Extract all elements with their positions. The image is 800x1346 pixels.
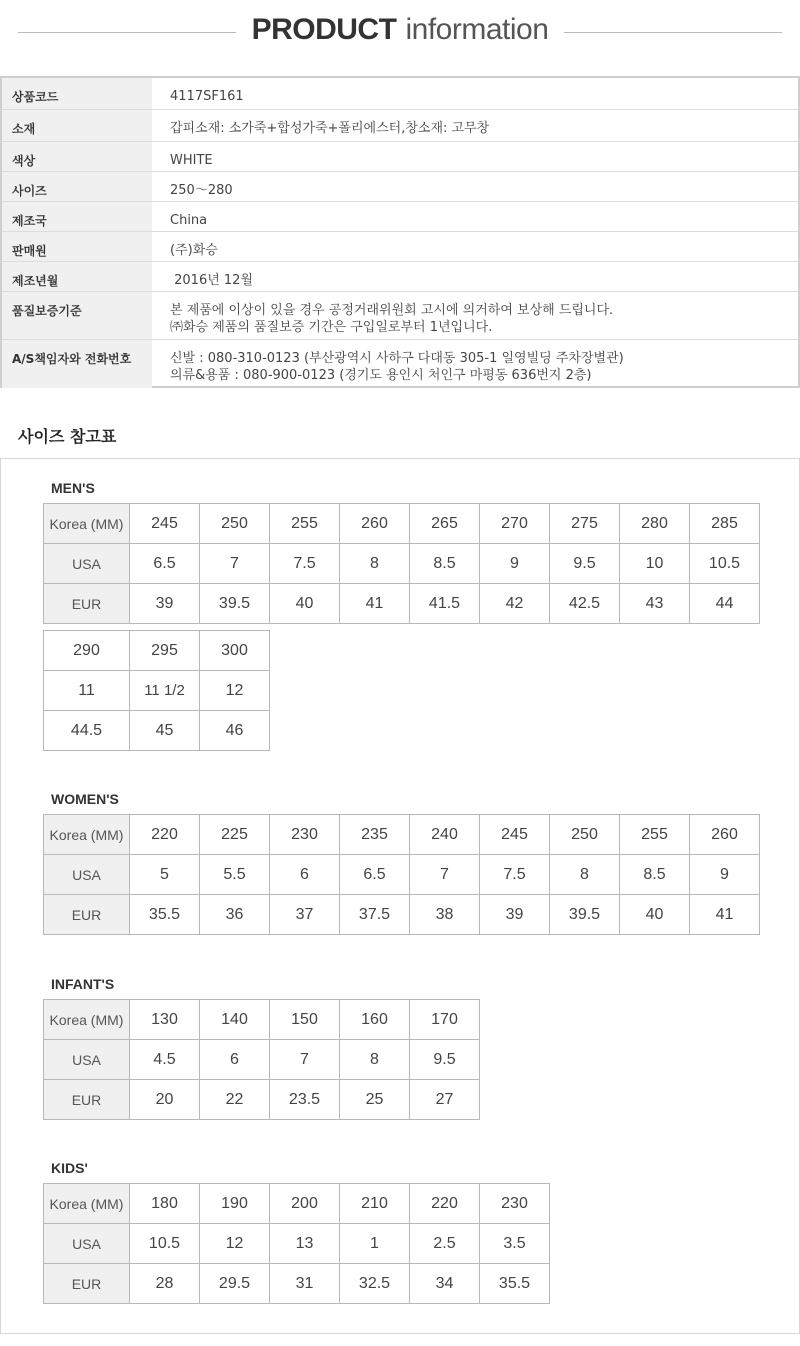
size-cell: 6.5 <box>340 855 410 895</box>
size-cell: 7 <box>270 1040 340 1080</box>
infant-section-title: INFANT'S <box>51 976 115 992</box>
men-size-table <box>43 503 760 624</box>
info-value <box>170 110 489 137</box>
info-value-line: 2016년 12월 <box>170 273 254 288</box>
info-label: 제조국 <box>2 202 152 231</box>
size-row-eur <box>44 711 270 751</box>
size-cell: 225 <box>200 815 270 855</box>
size-cell: 35.5 <box>130 895 200 935</box>
info-value <box>170 78 244 105</box>
size-cell: 6 <box>200 1040 270 1080</box>
size-cell: 260 <box>690 815 760 855</box>
info-row <box>2 172 798 202</box>
info-row <box>2 340 798 388</box>
infant-size-table <box>43 999 480 1120</box>
size-cell: 13 <box>270 1224 340 1264</box>
info-label: 사이즈 <box>2 172 152 201</box>
info-value-line: WHITE <box>170 153 213 168</box>
size-cell: 235 <box>340 815 410 855</box>
info-value-line: 250～280 <box>170 183 233 198</box>
size-cell: 42 <box>480 584 550 624</box>
info-value <box>170 340 624 384</box>
info-label: A/S책임자와 전화번호 <box>2 340 152 388</box>
size-row-label: Korea (MM) <box>44 1184 130 1224</box>
size-cell: 200 <box>270 1184 340 1224</box>
size-row-usa <box>44 671 270 711</box>
size-cell: 300 <box>200 631 270 671</box>
size-cell: 40 <box>270 584 340 624</box>
size-cell: 39.5 <box>200 584 270 624</box>
size-cell: 9.5 <box>550 544 620 584</box>
size-cell: 170 <box>410 1000 480 1040</box>
size-cell: 140 <box>200 1000 270 1040</box>
size-cell: 255 <box>620 815 690 855</box>
size-row-usa <box>44 1040 480 1080</box>
size-cell: 44 <box>690 584 760 624</box>
info-label: 품질보증기준 <box>2 292 152 339</box>
info-label: 소재 <box>2 110 152 141</box>
size-cell: 9 <box>480 544 550 584</box>
size-row-korea <box>44 1000 480 1040</box>
size-row-korea <box>44 504 760 544</box>
kids-section-title: KIDS' <box>51 1160 88 1176</box>
size-cell: 39 <box>480 895 550 935</box>
info-row <box>2 110 798 142</box>
info-value-line: (주)화승 <box>170 243 218 258</box>
info-row <box>2 78 798 110</box>
size-cell: 35.5 <box>480 1264 550 1304</box>
size-cell: 37 <box>270 895 340 935</box>
size-row-usa <box>44 1224 550 1264</box>
info-value-line: 4117SF161 <box>170 89 244 104</box>
size-row-korea <box>44 1184 550 1224</box>
size-cell: 32.5 <box>340 1264 410 1304</box>
size-cell: 280 <box>620 504 690 544</box>
info-value <box>170 232 218 259</box>
size-cell: 8 <box>550 855 620 895</box>
info-value-line: 본 제품에 이상이 있을 경우 공정거래위원회 고시에 의거하여 보상해 드립니다. <box>170 303 614 318</box>
size-cell: 12 <box>200 1224 270 1264</box>
size-cell: 44.5 <box>44 711 130 751</box>
size-cell: 39 <box>130 584 200 624</box>
size-cell: 4.5 <box>130 1040 200 1080</box>
size-cell: 29.5 <box>200 1264 270 1304</box>
size-cell: 230 <box>480 1184 550 1224</box>
size-cell: 290 <box>44 631 130 671</box>
info-row <box>2 142 798 172</box>
header-divider-left <box>18 32 236 33</box>
size-cell: 8 <box>340 544 410 584</box>
info-value-line: China <box>170 213 208 228</box>
size-cell: 34 <box>410 1264 480 1304</box>
size-cell: 210 <box>340 1184 410 1224</box>
info-value <box>170 292 613 336</box>
info-value <box>170 172 233 199</box>
size-row-label: USA <box>44 1040 130 1080</box>
size-cell: 8.5 <box>410 544 480 584</box>
size-cell: 22 <box>200 1080 270 1120</box>
size-cell: 250 <box>550 815 620 855</box>
size-cell: 5.5 <box>200 855 270 895</box>
product-info-table <box>0 76 800 388</box>
size-row-eur <box>44 1080 480 1120</box>
size-cell: 3.5 <box>480 1224 550 1264</box>
size-cell: 41 <box>690 895 760 935</box>
size-cell: 275 <box>550 504 620 544</box>
size-cell: 6 <box>270 855 340 895</box>
size-row-eur <box>44 895 760 935</box>
size-cell: 160 <box>340 1000 410 1040</box>
size-cell: 7 <box>410 855 480 895</box>
size-row-label: EUR <box>44 1080 130 1120</box>
info-label: 상품코드 <box>2 78 152 109</box>
info-row <box>2 262 798 292</box>
header-title-light: information <box>405 13 549 46</box>
size-cell: 260 <box>340 504 410 544</box>
size-row-label: EUR <box>44 1264 130 1304</box>
size-cell: 10.5 <box>130 1224 200 1264</box>
size-cell: 11 <box>44 671 130 711</box>
size-cell: 10.5 <box>690 544 760 584</box>
size-cell: 190 <box>200 1184 270 1224</box>
size-cell: 130 <box>130 1000 200 1040</box>
size-row-korea <box>44 631 270 671</box>
size-cell: 180 <box>130 1184 200 1224</box>
info-label: 제조년월 <box>2 262 152 291</box>
size-cell: 295 <box>130 631 200 671</box>
header-title-bold: PRODUCT <box>251 13 397 46</box>
size-row-label: USA <box>44 544 130 584</box>
size-cell: 43 <box>620 584 690 624</box>
size-cell: 46 <box>200 711 270 751</box>
size-row-usa <box>44 855 760 895</box>
size-cell: 45 <box>130 711 200 751</box>
size-row-eur <box>44 1264 550 1304</box>
size-cell: 7.5 <box>270 544 340 584</box>
men-extra-size-table <box>43 630 270 751</box>
size-cell: 220 <box>410 1184 480 1224</box>
size-cell: 8 <box>340 1040 410 1080</box>
size-cell: 270 <box>480 504 550 544</box>
size-cell: 230 <box>270 815 340 855</box>
info-value <box>170 202 207 229</box>
info-value-line: ㈜화승 제품의 품질보증 기간은 구입일로부터 1년입니다. <box>170 320 493 335</box>
size-cell: 37.5 <box>340 895 410 935</box>
size-cell: 220 <box>130 815 200 855</box>
info-label: 판매원 <box>2 232 152 261</box>
size-cell: 245 <box>130 504 200 544</box>
size-cell: 2.5 <box>410 1224 480 1264</box>
size-cell: 36 <box>200 895 270 935</box>
product-info-header <box>0 0 800 62</box>
header-divider-right <box>564 32 782 33</box>
size-cell: 1 <box>340 1224 410 1264</box>
size-row-label: EUR <box>44 895 130 935</box>
size-cell: 41.5 <box>410 584 480 624</box>
size-cell: 10 <box>620 544 690 584</box>
info-row <box>2 232 798 262</box>
size-row-usa <box>44 544 760 584</box>
size-cell: 42.5 <box>550 584 620 624</box>
size-cell: 6.5 <box>130 544 200 584</box>
size-cell: 9.5 <box>410 1040 480 1080</box>
size-cell: 255 <box>270 504 340 544</box>
size-cell: 11 1/2 <box>130 671 200 711</box>
size-cell: 41 <box>340 584 410 624</box>
size-cell: 28 <box>130 1264 200 1304</box>
size-row-label: Korea (MM) <box>44 504 130 544</box>
size-cell: 40 <box>620 895 690 935</box>
size-cell: 9 <box>690 855 760 895</box>
men-section-title: MEN'S <box>51 480 95 496</box>
header-title <box>236 12 564 47</box>
size-row-label: USA <box>44 1224 130 1264</box>
size-cell: 12 <box>200 671 270 711</box>
size-cell: 285 <box>690 504 760 544</box>
size-chart-heading: 사이즈 참고표 <box>18 427 117 446</box>
size-row-label: Korea (MM) <box>44 1000 130 1040</box>
size-cell: 245 <box>480 815 550 855</box>
info-row <box>2 202 798 232</box>
size-row-label: Korea (MM) <box>44 815 130 855</box>
size-cell: 27 <box>410 1080 480 1120</box>
info-label: 색상 <box>2 142 152 171</box>
size-row-label: EUR <box>44 584 130 624</box>
size-cell: 31 <box>270 1264 340 1304</box>
women-size-table <box>43 814 760 935</box>
info-value <box>170 262 253 289</box>
size-cell: 5 <box>130 855 200 895</box>
size-cell: 240 <box>410 815 480 855</box>
size-row-korea <box>44 815 760 855</box>
info-value-line: 의류&용품 : 080-900-0123 (경기도 용인시 처인구 마평동 636번지 2층) <box>170 368 592 383</box>
size-cell: 8.5 <box>620 855 690 895</box>
kids-size-table <box>43 1183 550 1304</box>
size-cell: 23.5 <box>270 1080 340 1120</box>
size-row-eur <box>44 584 760 624</box>
size-row-label: USA <box>44 855 130 895</box>
size-cell: 39.5 <box>550 895 620 935</box>
size-cell: 20 <box>130 1080 200 1120</box>
info-row <box>2 292 798 340</box>
size-cell: 7.5 <box>480 855 550 895</box>
size-cell: 7 <box>200 544 270 584</box>
size-cell: 250 <box>200 504 270 544</box>
size-cell: 38 <box>410 895 480 935</box>
size-cell: 150 <box>270 1000 340 1040</box>
info-value-line: 갑피소재: 소가죽+합성가죽+폴리에스터,창소재: 고무창 <box>170 121 490 136</box>
info-value <box>170 142 213 169</box>
size-cell: 265 <box>410 504 480 544</box>
size-cell: 25 <box>340 1080 410 1120</box>
women-section-title: WOMEN'S <box>51 791 119 807</box>
info-value-line: 신발 : 080-310-0123 (부산광역시 사하구 다대동 305-1 일영빌딩 주차장별관) <box>170 351 624 366</box>
